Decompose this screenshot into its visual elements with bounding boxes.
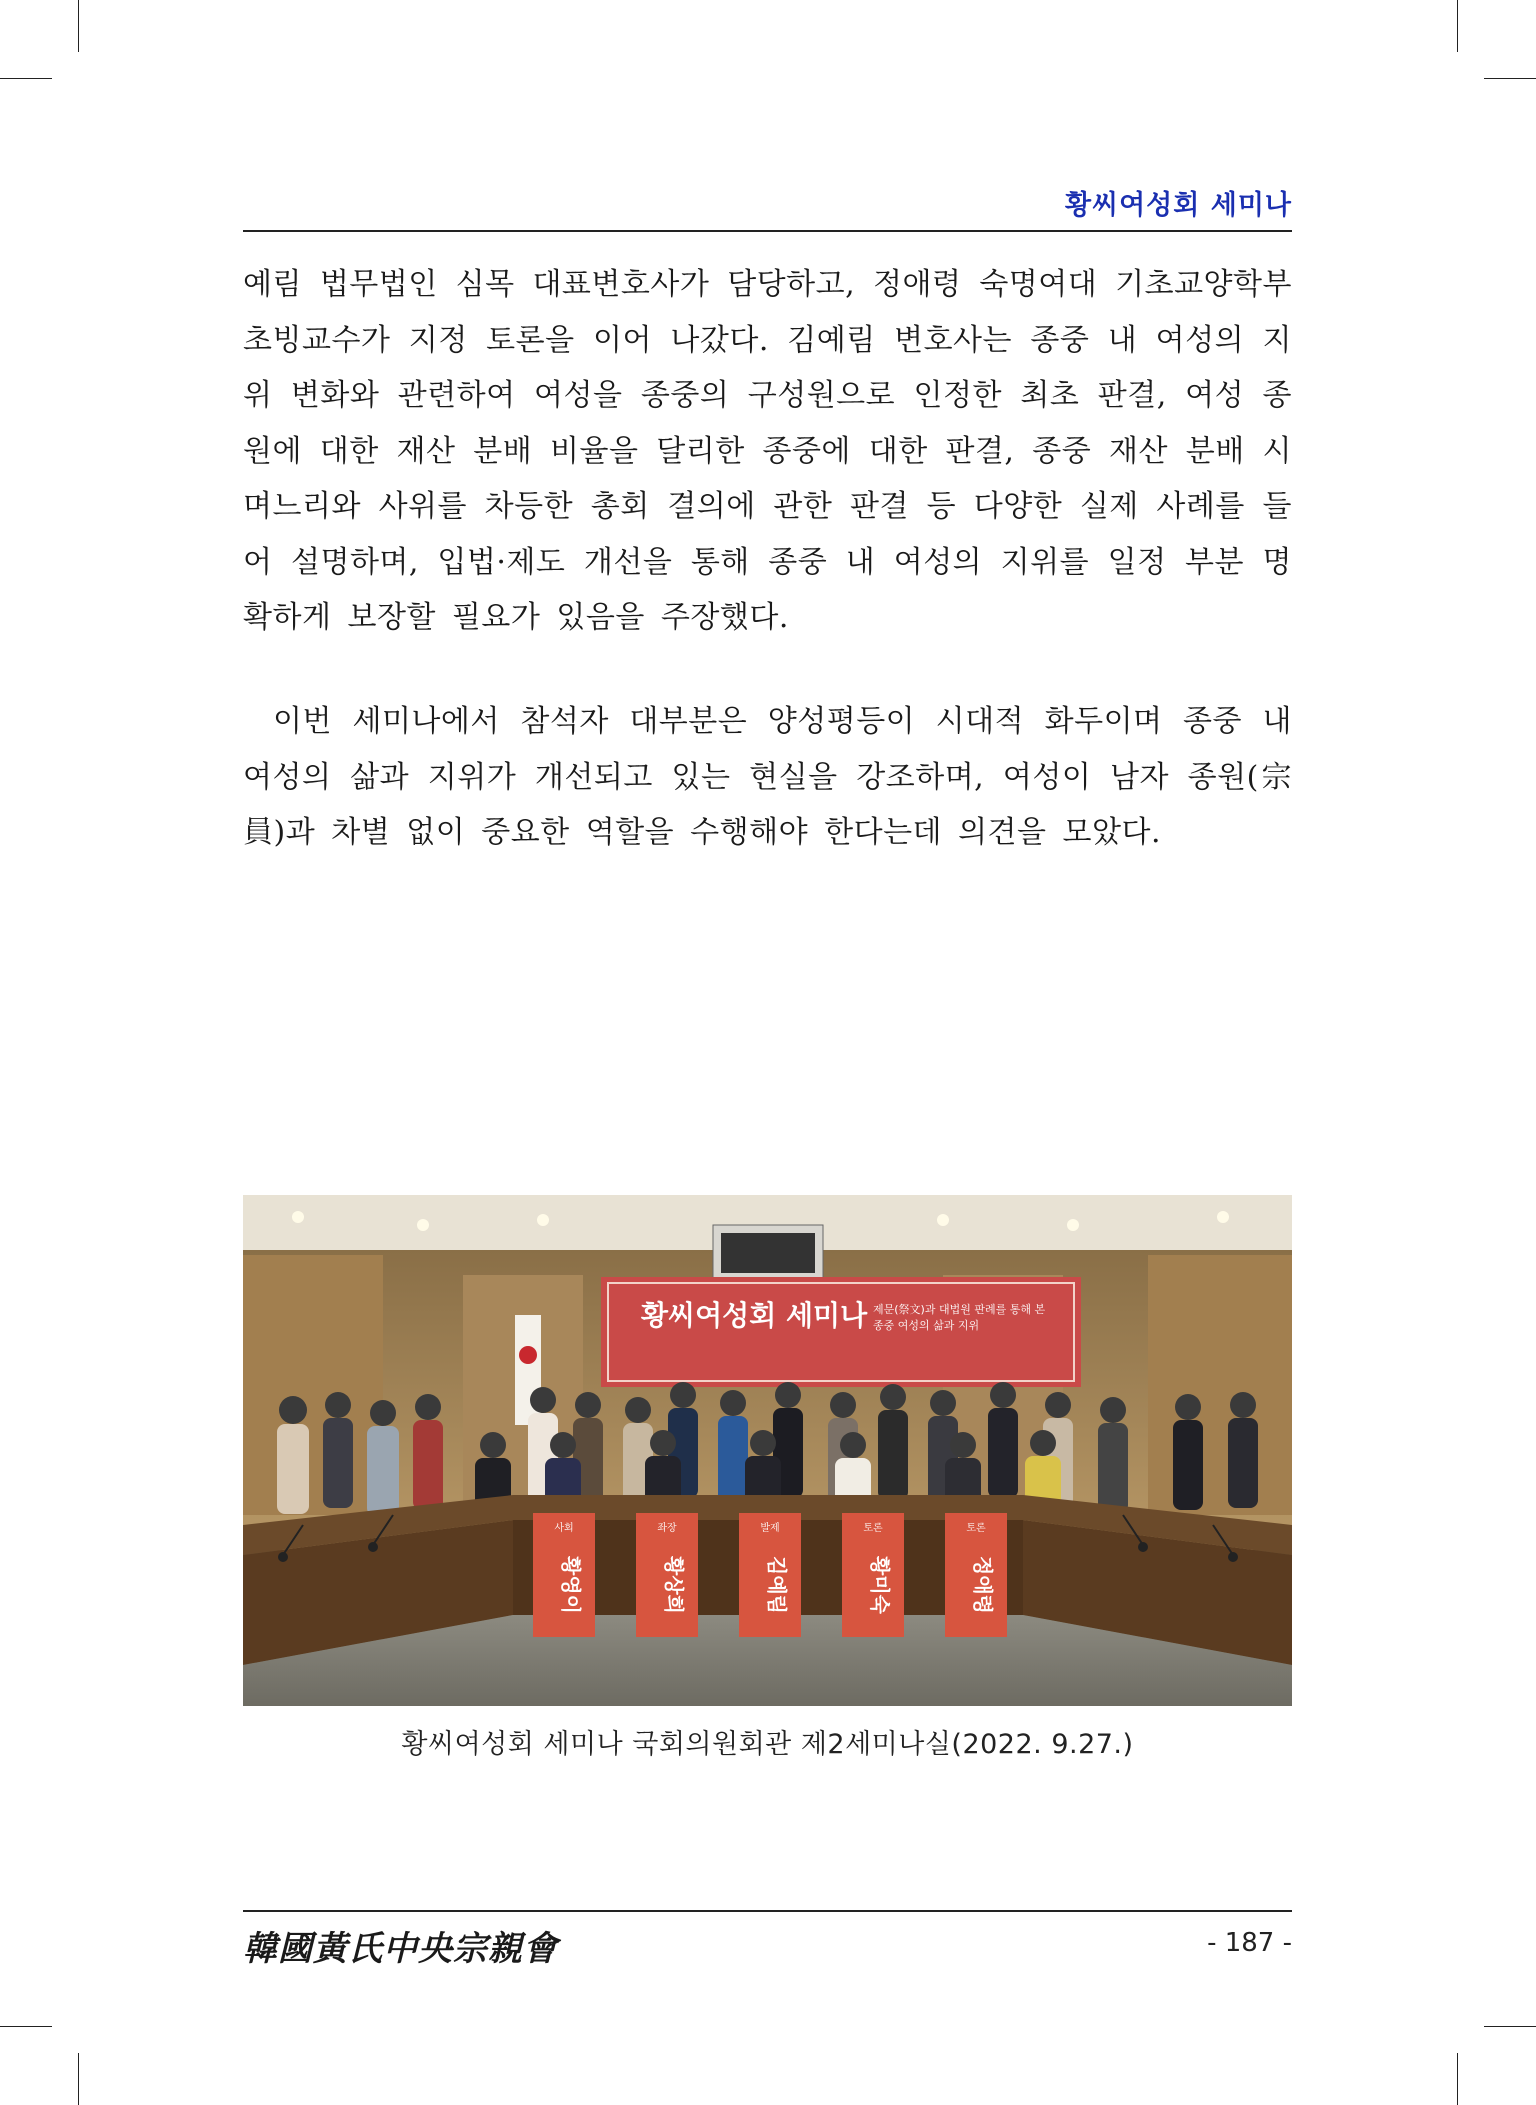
- body-paragraph-2: 이번 세미나에서 참석자 대부분은 양성평등이 시대적 화두이며 종중 내 여성의 삶과 지위가 개선되고 있는 현실을 강조하며, 여성이 남자 종원(宗員)과 차별 없이 중요한 역할을 수행해야 한다는데 의견을 모았다.: [243, 704, 1292, 850]
- banner-subtitle: 종중 여성의 삶과 지위: [873, 1319, 980, 1332]
- nameplate-name: 황미숙: [868, 1556, 892, 1614]
- nameplate-name: 김예림: [765, 1556, 789, 1614]
- crop-mark: [78, 2053, 79, 2105]
- crop-mark: [78, 0, 79, 52]
- crop-mark: [1457, 0, 1458, 52]
- crop-mark: [0, 78, 52, 79]
- nameplate-role: 토론: [966, 1523, 986, 1534]
- header-rule: [243, 230, 1292, 232]
- nameplate-role: 토론: [863, 1523, 883, 1534]
- running-header-title: 황씨여성회 세미나: [1064, 190, 1292, 221]
- footer-organization-name: 韓國黃氏中央宗親會: [243, 1929, 558, 1969]
- nameplate-role: 사회: [554, 1523, 574, 1534]
- page-number: - 187 -: [1207, 1928, 1292, 1958]
- nameplate-name: 황상희: [662, 1556, 686, 1614]
- crop-mark: [1484, 78, 1536, 79]
- nameplate-name: 정애령: [971, 1556, 995, 1614]
- photo-caption: 황씨여성회 세미나 국회의원회관 제2세미나실(2022. 9.27.): [401, 1729, 1134, 1760]
- crop-mark: [0, 2026, 52, 2027]
- nameplate-role: 발제: [760, 1523, 780, 1534]
- nameplate-name: 황영이: [559, 1556, 583, 1614]
- crop-mark: [1457, 2053, 1458, 2105]
- body-paragraph-1: 예림 법무법인 심목 대표변호사가 담당하고, 정애령 숙명여대 기초교양학부 초빙교수가 지정 토론을 이어 나갔다. 김예림 변호사는 종중 내 여성의 지위 변화와 관련하여 여성을 종중의 구성원으로 인정한 최초 판결, 여성 종원에 대한 재산 분배 비율을 달리한 종중에 대한 판결, 종중 재산 분배 시 며느리와 사위를 차등한 총회 결의에 관한 판결 등 다양한 실제 사례를 들어 설명하며, 입법·제도 개선을 통해 종중 내 여성의 지위를 일정 부분 명확하게 보장할 필요가 있음을 주장했다.: [243, 267, 1292, 635]
- footer-rule: [243, 1910, 1292, 1912]
- banner-subtitle: 제문(祭文)과 대법원 판례를 통해 본: [873, 1303, 1046, 1316]
- nameplate-role: 좌장: [657, 1523, 677, 1534]
- seminar-group-photo: [243, 1195, 1292, 1706]
- banner-title: 황씨여성회 세미나: [641, 1299, 868, 1332]
- crop-mark: [1484, 2026, 1536, 2027]
